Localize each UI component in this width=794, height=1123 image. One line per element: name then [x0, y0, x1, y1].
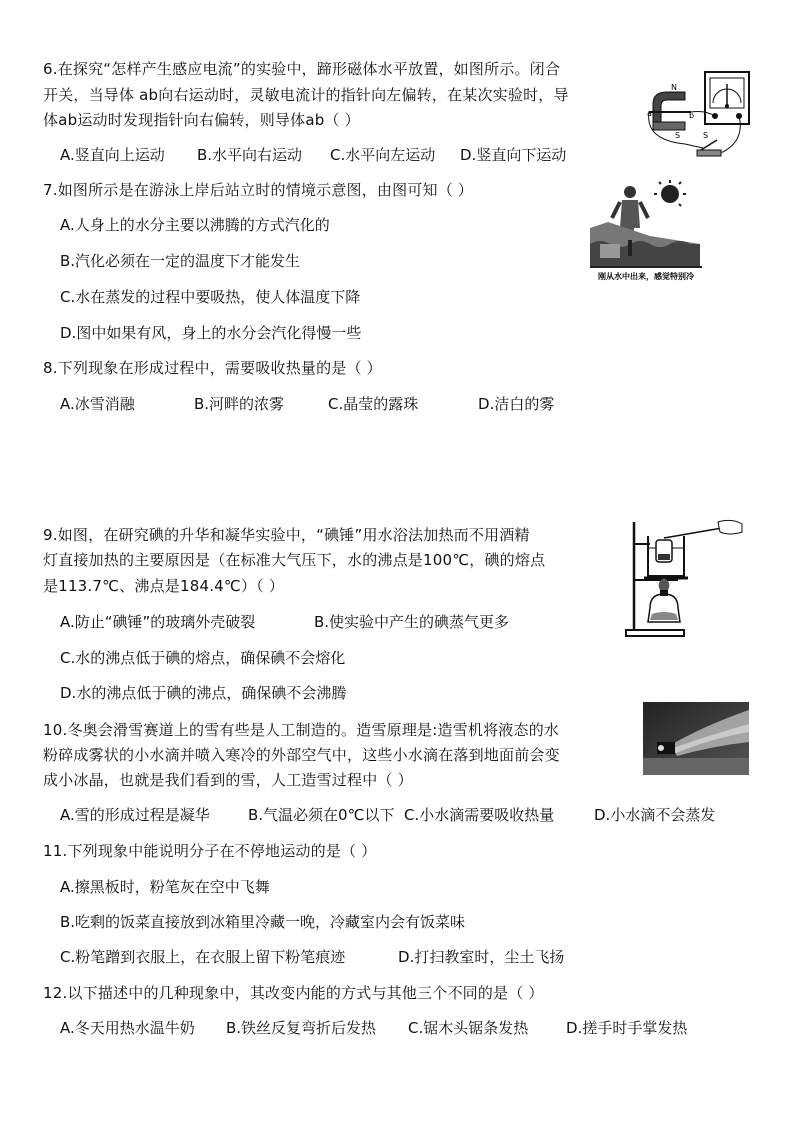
q7-option-d[interactable]: D.图中如果有风，身上的水分会汽化得慢一些 — [60, 324, 362, 342]
iodine-hammer-apparatus-figure — [622, 514, 744, 640]
q7-option-b[interactable]: B.汽化必须在一定的温度下才能发生 — [60, 252, 301, 270]
svg-text:S: S — [675, 131, 681, 140]
swimmer-head — [624, 186, 636, 198]
q9-stem-line-1: 9.如图，在研究碘的升华和凝华实验中，“碘锤”用水浴法加热而不用酒精 — [43, 526, 530, 544]
q10-option-d[interactable]: D.小水滴不会蒸发 — [594, 806, 716, 824]
q7-stem: 7.如图所示是在游泳上岸后站立时的情境示意图，由图可知（ ） — [43, 181, 474, 199]
q9-option-d[interactable]: D.水的沸点低于碘的沸点，确保碘不会沸腾 — [60, 684, 347, 702]
q12-option-c[interactable]: C.锯木头锯条发热 — [408, 1019, 529, 1037]
q9-option-b[interactable]: B.使实验中产生的碘蒸气更多 — [314, 613, 510, 631]
q12-option-a[interactable]: A.冬天用热水温牛奶 — [60, 1019, 195, 1037]
q11-stem: 11.下列现象中能说明分子在不停地运动的是（ ） — [43, 842, 377, 860]
q12-option-b[interactable]: B.铁丝反复弯折后发热 — [226, 1019, 377, 1037]
q6-stem-line-1: 6.在探究“怎样产生感应电流”的实验中，蹄形磁体水平放置，如图所示。闭合 — [43, 60, 561, 78]
q9-option-a[interactable]: A.防止“碘锤”的玻璃外壳破裂 — [60, 613, 256, 631]
q12-option-d[interactable]: D.搓手时手掌发热 — [566, 1019, 688, 1037]
q6-stem-line-3: 体ab运动时发现指针向右偏转，则导体ab（ ） — [43, 111, 360, 129]
svg-text:刚从水中出来，感觉特别冷: 刚从水中出来，感觉特别冷 — [598, 272, 694, 281]
q7-option-a[interactable]: A.人身上的水分主要以沸腾的方式汽化的 — [60, 216, 330, 234]
q11-option-a[interactable]: A.擦黑板时，粉笔灰在空中飞舞 — [60, 878, 270, 896]
svg-text:a: a — [647, 109, 652, 118]
q6-option-d[interactable]: D.竖直向下运动 — [460, 146, 567, 164]
svg-text:b: b — [689, 111, 695, 120]
q10-option-b[interactable]: B.气温必须在0℃以下 — [248, 806, 395, 824]
q8-option-d[interactable]: D.洁白的雾 — [478, 395, 555, 413]
q11-option-b[interactable]: B.吃剩的饭菜直接放到冰箱里冷藏一晚，冷藏室内会有饭菜味 — [60, 913, 466, 931]
q8-stem: 8.下列现象在形成过程中，需要吸收热量的是（ ） — [43, 359, 382, 377]
svg-text:N: N — [671, 83, 677, 92]
q6-stem-line-2: 开关，当导体 ab向右运动时，灵敏电流计的指针向左偏转，在某次实验时，导 — [43, 86, 569, 104]
q12-stem: 12.以下描述中的几种现象中，其改变内能的方式与其他三个不同的是（ ） — [43, 984, 544, 1002]
induction-experiment-figure — [645, 70, 755, 162]
q10-stem-line-3: 成小冰晶，也就是我们看到的雪，人工造雪过程中（ ） — [43, 771, 413, 789]
q6-option-b[interactable]: B.水平向右运动 — [197, 146, 303, 164]
q6-option-a[interactable]: A.竖直向上运动 — [60, 146, 165, 164]
q8-option-c[interactable]: C.晶莹的露珠 — [328, 395, 419, 413]
q9-option-c[interactable]: C.水的沸点低于碘的熔点，确保碘不会熔化 — [60, 649, 346, 667]
q11-option-c[interactable]: C.粉笔蹭到衣服上，在衣服上留下粉笔痕迹 — [60, 948, 346, 966]
q6-option-c[interactable]: C.水平向左运动 — [330, 146, 436, 164]
q10-option-a[interactable]: A.雪的形成过程是凝华 — [60, 806, 210, 824]
snow-machine-photo — [643, 702, 749, 775]
q10-stem-line-2: 粉碎成雾状的小水滴并喷入寒冷的外部空气中，这些小水滴在落到地面前会变 — [43, 746, 560, 764]
q7-option-c[interactable]: C.水在蒸发的过程中要吸热，使人体温度下降 — [60, 288, 361, 306]
q9-stem-line-3: 是113.7℃、沸点是184.4℃）（ ） — [43, 577, 285, 595]
swimmer-figure — [590, 178, 702, 282]
q10-stem-line-1: 10.冬奥会滑雪赛道上的雪有些是人工制造的。造雪原理是:造雪机将液态的水 — [43, 721, 560, 739]
q8-option-a[interactable]: A.冰雪消融 — [60, 395, 135, 413]
q10-option-c[interactable]: C.小水滴需要吸收热量 — [404, 806, 555, 824]
q11-option-d[interactable]: D.打扫教室时，尘土飞扬 — [398, 948, 565, 966]
switch-icon — [697, 150, 721, 156]
q9-stem-line-2: 灯直接加热的主要原因是（在标准大气压下，水的沸点是100℃，碘的熔点 — [43, 551, 546, 569]
svg-text:S: S — [703, 131, 709, 140]
sun-icon — [661, 185, 679, 203]
q8-option-b[interactable]: B.河畔的浓雾 — [194, 395, 285, 413]
